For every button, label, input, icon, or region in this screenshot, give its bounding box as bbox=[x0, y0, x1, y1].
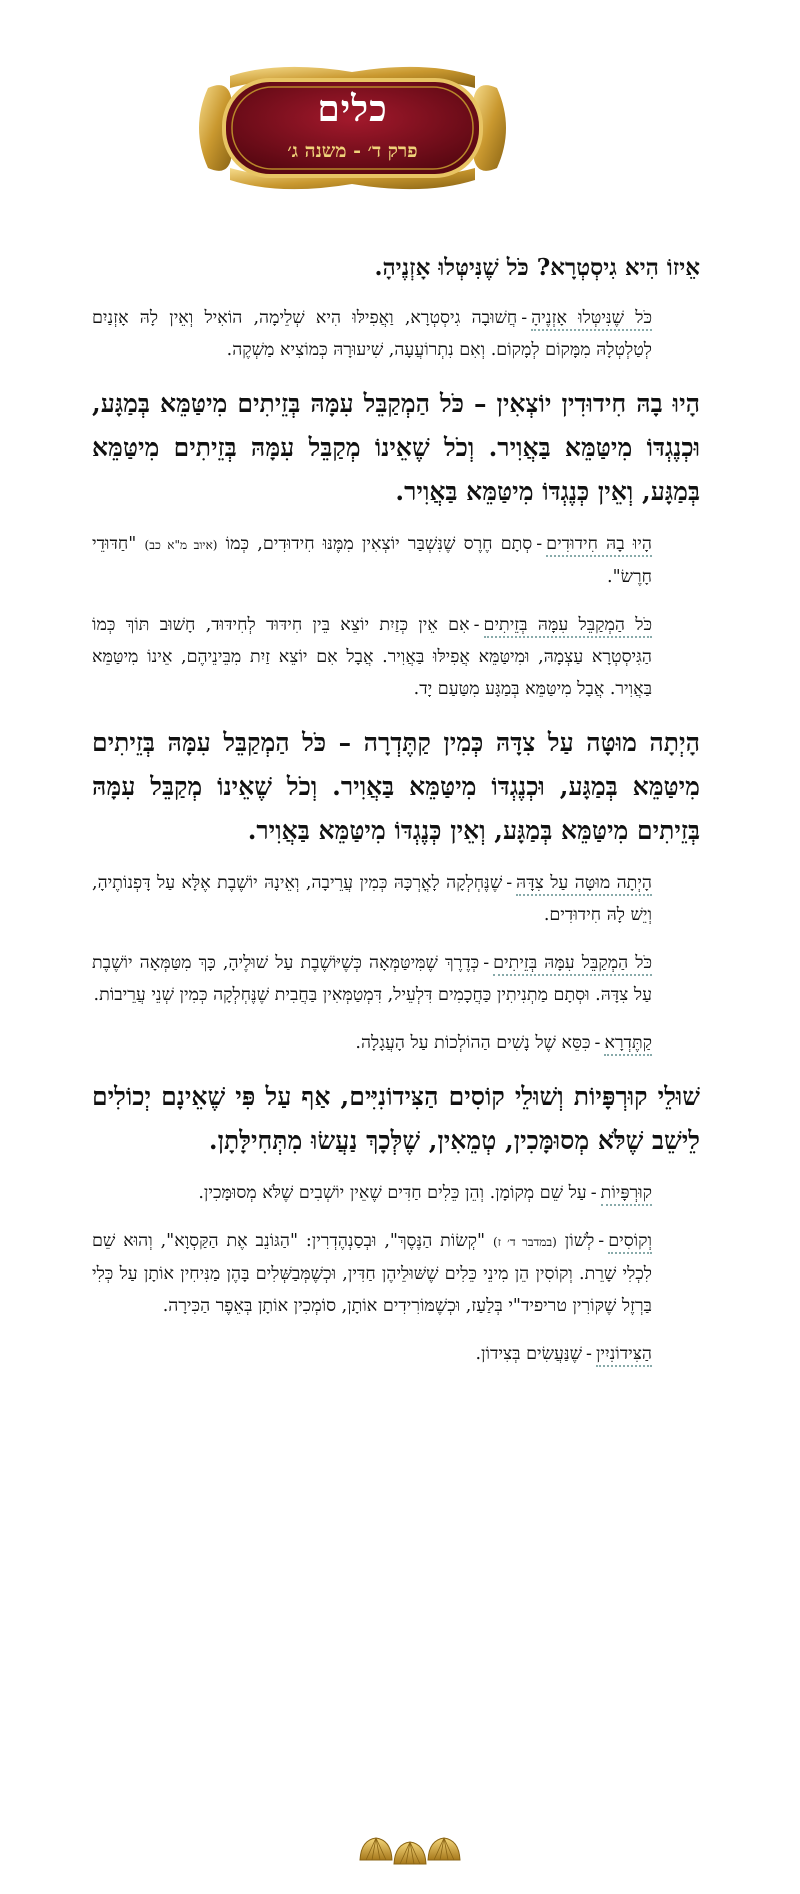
commentary-heading: הַצִּידוֹנִיִין bbox=[596, 1344, 652, 1367]
commentary-text: "קְשׂוֹת הַנֶּסֶךְ", וּבְסַנְהֶדְרִין: "הַגּוֹנֵב אֶת הַקַּסְוָא", וְהוּא שֵׁם לִכְלִי שָׁרֵת. וְקוֹסִין הֵן מִינֵי כֵּלִים שֶׁשּׁוּלֵיהֶן חַדִּין, וּכְשֶׁמְּבַשְּׁלִים בָּהֶן מַנִּיחִין אוֹתָן עַל כְּלִי בַּרְזֶל שֶׁקּוֹרִין טריפיד"י בְּלַעַז, וּכְשֶׁמּוֹרִידִים אוֹתָן, סוֹמְכִין אוֹתָן בְּאֵפֶר הַכִּירָה. bbox=[92, 1231, 652, 1316]
commentary-heading: הָיוּ בָהּ חִידוּדִים bbox=[546, 534, 652, 557]
commentary-paragraph bbox=[92, 1225, 652, 1322]
mishna-text: שׁוּלֵי קוּרְפָּיוֹת וְשׁוּלֵי קוֹסִים הַצִּידוֹנִיִּים, אַף עַל פִּי שֶׁאֵינָם יְכוֹלִים לֵישֵׁב שֶׁלֹּא מְסוּמָּכִין, טְמֵאִין, שֶׁלְּכָךְ נַעֲשׂוּ מִתְּחִילָּתָן. bbox=[92, 1082, 700, 1155]
commentary-paragraph bbox=[92, 947, 652, 1011]
page-title: כלים bbox=[317, 88, 388, 130]
source-reference: (במדבר ד׳ ז) bbox=[493, 1235, 557, 1249]
commentary-text: לְשׁוֹן bbox=[564, 1231, 595, 1251]
commentary-text: עַל שֵׁם מְקוֹמָן. וְהֵן כֵּלִים חַדִּים שֶׁאֵין יוֹשְׁבִים שֶׁלֹּא מְסוּמָּכִין. bbox=[198, 1183, 587, 1203]
mishna-text: הָיְתָה מוּטָּה עַל צִדָּהּ כְּמִין קַתֶּדְרָה – כֹּל הַמְקַבֵּל עִמָּהּ בְּזֵיתִים מִיטַּמֵּא בְּמַגָּע, וּכְנֶגְדּוֹ מִיטַּמֵּא בַּאֲוִיר. וְכֹל שֶׁאֵינוֹ מְקַבֵּל עִמָּהּ בְּזֵיתִים מִיטַּמֵּא בְּמַגָּע, וְאֵין כְּנֶגְדּוֹ מִיטַּמֵּא בַּאֲוִיר. bbox=[92, 728, 700, 845]
commentary-paragraph bbox=[92, 867, 652, 931]
separator: - bbox=[590, 1183, 597, 1203]
commentary-heading: כֹּל שֶׁנִּיטְּלוּ אָזְנֶיהָ bbox=[531, 308, 652, 331]
mishna-text: הָיוּ בָהּ חִידוּדִין יוֹצְאִין – כֹּל הַמְקַבֵּל עִמָּהּ בְּזֵיתִים מִיטַּמֵּא בְּמַגָּע, וּכְנֶגְדּוֹ מִיטַּמֵּא בַּאֲוִיר. וְכֹל שֶׁאֵינוֹ מְקַבֵּל עִמָּהּ בְּזֵיתִים מִיטַּמֵּא בְּמַגָּע, וְאֵין כְּנֶגְדּוֹ מִיטַּמֵּא בַּאֲוִיר. bbox=[92, 389, 700, 506]
separator: - bbox=[594, 1033, 601, 1053]
title-banner bbox=[190, 58, 515, 198]
main-text bbox=[92, 248, 700, 1386]
commentary-paragraph bbox=[92, 1338, 652, 1370]
commentary-text: "חַדּוּדֵי חָרֶשׂ". bbox=[92, 534, 652, 587]
commentary-text: כִּסֵּא שֶׁל נָשִׁים הַהוֹלְכוֹת עַל הָעֲגָלָה. bbox=[355, 1033, 591, 1053]
separator: - bbox=[598, 1231, 605, 1251]
commentary-text: שֶׁנֶּחְלְקָה לָאֳרְכָּהּ כְּמִין עֲרֵיבָה, וְאֵינָהּ יוֹשֶׁבֶת אֶלָּא עַל דָּפְנוֹתֶיהָ, וְיֵשׁ לָהּ חִידוּדִים. bbox=[92, 873, 652, 925]
mishna-text: אֵיזוֹ הִיא גִיסְטְרָא? כֹּל שֶׁנִּיטְּלוּ אָזְנֶיהָ. bbox=[374, 254, 700, 281]
separator: - bbox=[586, 1344, 592, 1364]
commentary-text: חֲשׁוּבָה גִיסְטְרָא, וַאֲפִילּוּ הִיא שְׁלֵימָה, הוֹאִיל וְאֵין לָהּ אָזְנַיִם לְטַלְטְלָהּ מִמָּקוֹם לְמָקוֹם. וְאִם נִתְרוֹעֲעָה, שִׁיעוּרָהּ כְּמוֹצִיא מַשְׁקֶה. bbox=[92, 308, 652, 360]
commentary-heading: קַתֶּדְרָא bbox=[604, 1033, 652, 1056]
commentary-paragraph bbox=[92, 609, 652, 705]
commentary-paragraph bbox=[92, 302, 652, 366]
commentary-heading: כֹּל הַמְקַבֵּל עִמָּהּ בְּזֵיתִים bbox=[484, 615, 652, 638]
commentary-heading: כֹּל הַמְקַבֵּל עִמָּהּ בְּזֵיתִים bbox=[493, 953, 652, 976]
commentary-text: סְתָם חֶרֶס שֶׁנִּשְׁבַּר יוֹצְאִין מִמֶּנּוּ חִידוּדִים, כְּמוֹ bbox=[225, 534, 533, 554]
footer-ornament bbox=[0, 1832, 800, 1872]
separator: - bbox=[473, 615, 480, 635]
source-reference: (איוב מ"א כב) bbox=[144, 538, 218, 552]
commentary-text: שֶׁנַּעֲשִׂים בְּצִידוֹן. bbox=[475, 1344, 583, 1364]
commentary-paragraph bbox=[92, 1177, 652, 1209]
commentary-paragraph bbox=[92, 1027, 652, 1059]
commentary-text: אִם אֵין כְּזַיִת יוֹצֵא בֵּין חִידּוּד לְחִידּוּד, חָשׁוּב תּוֹךְ כְּמוֹ הַגִּיסְטְרָא עַצְמָהּ, וּמִיטַּמֵּא אֲפִילּוּ בַּאֲוִיר. אֲבָל אִם יוֹצֵא זַיִת מִבֵּינֵיהֶם, אֵינוֹ מִיטַּמֵּא בַּאֲוִיר. אֲבָל מִיטַּמֵּא בְּמַגָּע מִטַּעַם יָד. bbox=[92, 615, 652, 699]
commentary-paragraph bbox=[92, 528, 652, 593]
separator: - bbox=[521, 308, 528, 328]
separator: - bbox=[536, 534, 543, 554]
commentary-heading: הָיְתָה מוּטָּה עַל צִדָּהּ bbox=[516, 873, 652, 896]
shells-icon bbox=[0, 1832, 800, 1872]
commentary-heading: וְקוֹסִים bbox=[608, 1231, 652, 1254]
commentary-heading: קוּרְפָּיוֹת bbox=[601, 1183, 652, 1206]
page-subtitle: פרק ד׳ - משנה ג׳ bbox=[287, 140, 418, 162]
commentary-text: כְּדֶרֶךְ שֶׁמִּיטַּמְּאָה כְּשֶׁיּוֹשֶׁבֶת עַל שׁוּלֶיהָ, כָּךְ מִטַּמְּאָה יוֹשֶׁבֶת עַל צִדָּהּ. וּסְתָם מַתְנִיתִין כַּחֲכָמִים דִּלְעֵיל, דִּמְטַמְּאִין בַּחֲבִית שֶׁנֶּחְלְקָה כְּמִין שְׁנֵי עֲרֵיבוֹת. bbox=[92, 953, 652, 1005]
separator: - bbox=[506, 873, 513, 893]
separator: - bbox=[483, 953, 490, 973]
